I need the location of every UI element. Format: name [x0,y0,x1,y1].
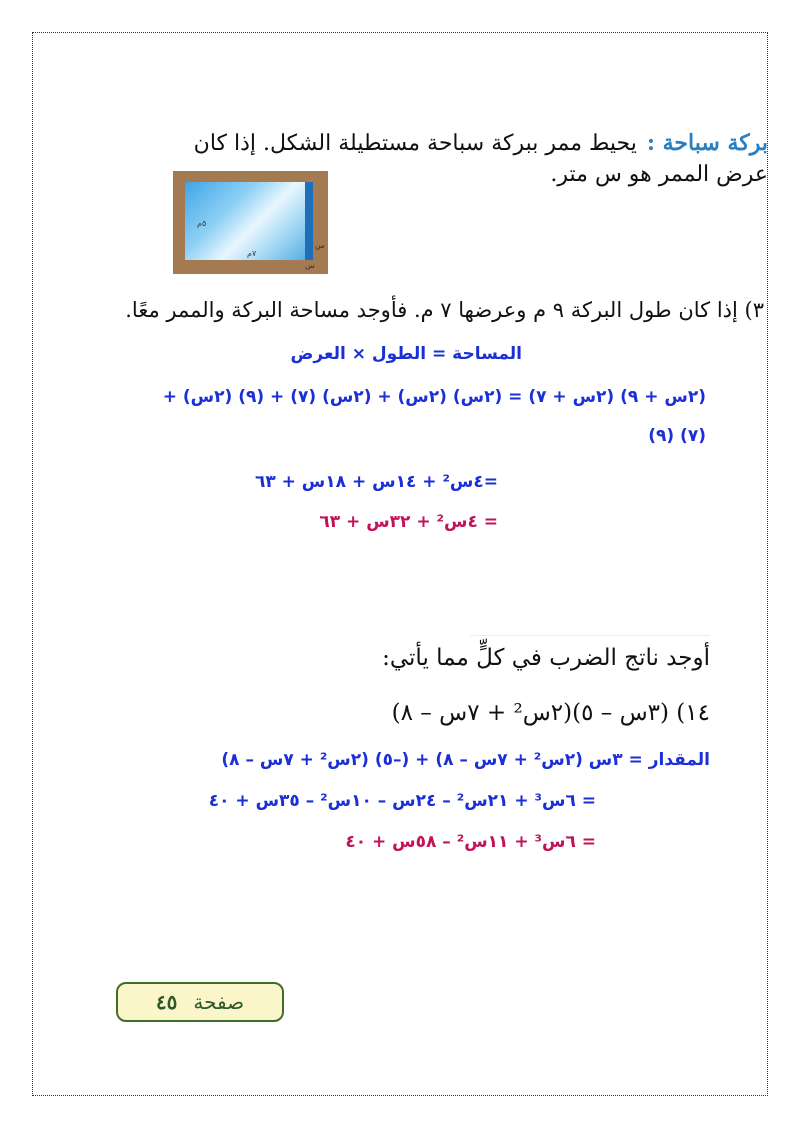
pool-bottom-label: ٧م [247,249,257,258]
page-badge [116,982,284,1022]
page-border [32,32,768,1096]
problem-heading [194,128,768,159]
pool-side-label: ٥م [197,219,207,228]
question-3: ٣) إذا كان طول البركة ٩ م وعرضها ٧ م. فأوجد مساحة البركة والممر معًا. [125,298,764,322]
solution-result: = ٤س² + ٣٢س + ٦٣ [319,512,498,532]
pool-figure [173,171,328,274]
exercise-step2: = ٦س³ + ٢١س² – ٢٤س – ١٠س² – ٣٥س + ٤٠ [208,791,596,811]
solution-step1-line2: (٧) (٩) [648,426,706,446]
area-formula: المساحة = الطول × العرض [290,344,522,364]
exercise-item-14: ١٤) (٣س – ٥)(٢س² + ٧س – ٨) [391,700,710,726]
problem-intro-line1: يحيط ممر ببركة سباحة مستطيلة الشكل. إذا كان [193,131,637,156]
solution-step1-line1: (٢س + ٩) (٢س + ٧) = (٢س) (٢س) + (٢س) (٧) + (٩) (٢س) + [162,387,706,407]
section-divider [470,635,710,636]
exercise-instruction: أوجد ناتج الضرب في كلٍّ مما يأتي: [382,645,710,671]
pool-corner-label: س [305,261,315,270]
pool-width-label: س [315,241,325,250]
exercise-step1: المقدار = ٣س (٢س² + ٧س – ٨) + (–٥) (٢س² + ٧س – ٨) [221,750,710,770]
exercise-result: = ٦س³ + ١١س² – ٥٨س + ٤٠ [345,832,596,852]
page-label: صفحة [193,990,245,1014]
page-number: ٤٥ [155,990,178,1014]
problem-intro-line2: عرض الممر هو س متر. [550,162,768,187]
problem-title: بركة سباحة : [646,130,768,156]
pool-edge [305,182,313,260]
solution-step2: =٤س² + ١٤س + ١٨س + ٦٣ [254,472,498,492]
